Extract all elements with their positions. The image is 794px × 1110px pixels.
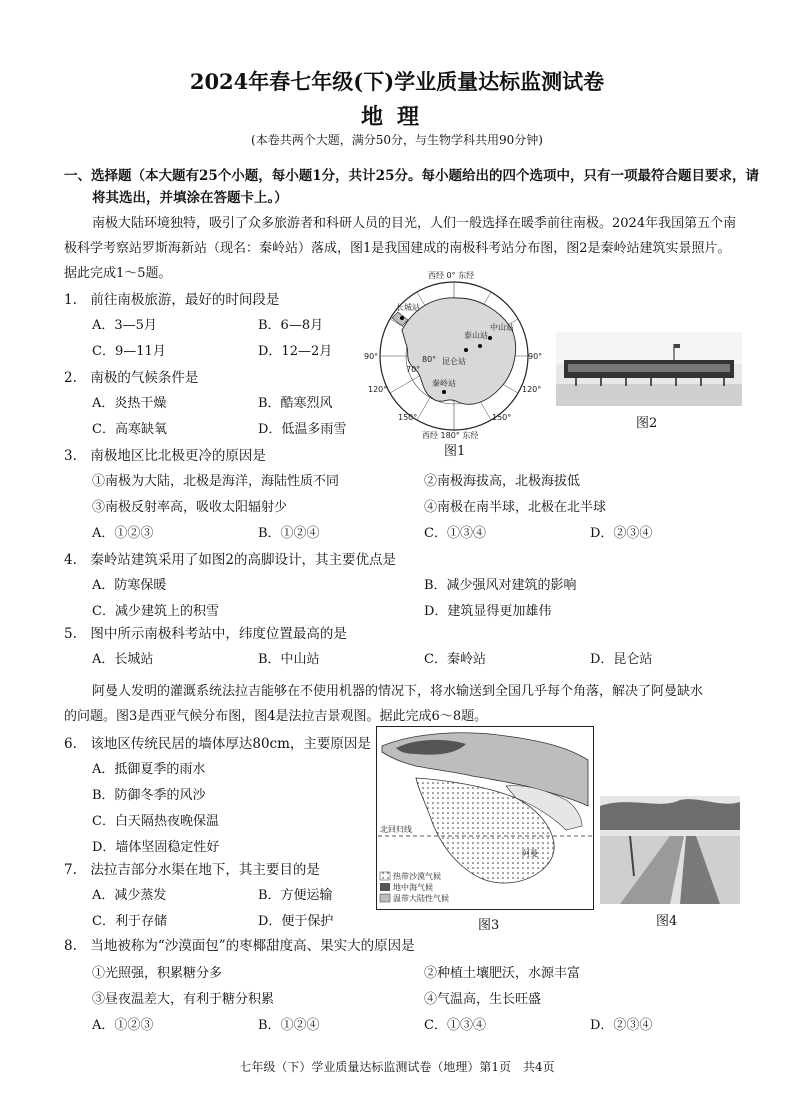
exam-note: (本卷共两个大题，满分50分，与生物学科共用90分钟) bbox=[251, 133, 543, 147]
passage2-line2: 的问题。图3是西亚气候分布图，图4是法拉吉景观图。据此完成6～8题。 bbox=[64, 709, 488, 724]
subject-title: 地理 bbox=[360, 104, 433, 130]
q2-stem: 2. 南极的气候条件是 bbox=[64, 370, 199, 386]
label-kunlun: 昆仑站 bbox=[442, 357, 466, 366]
section-heading-line1: 一、选择题（本大题有25个小题，每小题1分，共计25分。每小题给出的四个选项中，只有一项最符合题目要求，请 bbox=[64, 168, 759, 184]
q7-stem: 7. 法拉吉部分水渠在地下，其主要目的是 bbox=[64, 862, 320, 878]
label-changcheng: 长城站 bbox=[396, 303, 420, 312]
q8-option-a: A．①②③ bbox=[92, 1018, 154, 1033]
lon-120-east: 120° bbox=[522, 385, 542, 394]
q6-option-c: C．白天隔热夜晚保温 bbox=[92, 814, 219, 829]
legend-continental-label: 温带大陆性气候 bbox=[393, 894, 449, 903]
q7-option-c: C．利于存储 bbox=[92, 914, 167, 929]
falaj-photo bbox=[600, 796, 740, 904]
legend-mediterranean-label: 地中海气候 bbox=[393, 883, 433, 892]
lat-80: 80° bbox=[422, 355, 437, 364]
q8-statement-4: ④气温高，生长旺盛 bbox=[424, 992, 542, 1007]
q8-option-c: C．①③④ bbox=[424, 1018, 486, 1033]
q4-option-d: D．建筑显得更加雄伟 bbox=[424, 604, 552, 619]
lon-90-west: 90° bbox=[364, 352, 379, 361]
fig3-caption: 图3 bbox=[478, 918, 500, 933]
q5-option-c: C．秦岭站 bbox=[424, 652, 486, 667]
q2-option-c: C．高寒缺氧 bbox=[92, 422, 167, 437]
lon-150-west: 150° bbox=[398, 413, 418, 422]
oman-label: 阿曼 bbox=[522, 849, 538, 858]
q4-option-c: C．减少建筑上的积雪 bbox=[92, 604, 219, 619]
q1-option-c: C．9—11月 bbox=[92, 344, 166, 359]
q5-option-b: B．中山站 bbox=[258, 652, 320, 667]
q5-option-a: A．长城站 bbox=[92, 652, 154, 667]
map-bottom-label: 西经 180° 东经 bbox=[422, 431, 479, 440]
q6-option-d: D．墙体坚固稳定性好 bbox=[92, 840, 220, 855]
q3-option-b: B．①②④ bbox=[258, 526, 320, 541]
q3-option-a: A．①②③ bbox=[92, 526, 154, 541]
legend-mediterranean-swatch bbox=[380, 883, 390, 891]
q8-option-d: D．②③④ bbox=[590, 1018, 653, 1033]
q1-option-d: D．12—2月 bbox=[258, 344, 333, 359]
q2-option-d: D．低温多雨雪 bbox=[258, 422, 347, 437]
q8-stem: 8. 当地被称为“沙漠面包”的枣椰甜度高、果实大的原因是 bbox=[64, 938, 415, 954]
q2-option-a: A．炎热干燥 bbox=[92, 396, 167, 411]
passage2-line1: 阿曼人发明的灌溉系统法拉吉能够在不使用机器的情况下，将水输送到全国几乎每个角落，解决了阿曼缺水 bbox=[92, 684, 704, 699]
q7-option-a: A．减少蒸发 bbox=[92, 888, 167, 903]
legend-continental-swatch bbox=[380, 894, 390, 902]
q2-option-b: B．酷寒烈风 bbox=[258, 396, 333, 411]
q3-stem: 3. 南极地区比北极更冷的原因是 bbox=[64, 448, 266, 464]
q3-option-c: C．①③④ bbox=[424, 526, 486, 541]
q8-option-b: B．①②④ bbox=[258, 1018, 320, 1033]
west-asia-climate-map bbox=[376, 726, 594, 910]
lon-90-east: 90° bbox=[528, 352, 542, 361]
lat-70: 70° bbox=[406, 365, 421, 374]
passage1-line2: 极科学考察站罗斯海新站（现名：秦岭站）落成，图1是我国建成的南极科考站分布图，图2是秦岭站建筑实景照片。 bbox=[64, 241, 731, 256]
q8-statement-1: ①光照强，积累糖分多 bbox=[92, 966, 223, 981]
qinling-station-photo bbox=[556, 332, 742, 406]
map-top-label: 西经 0° 东经 bbox=[428, 271, 475, 280]
tropic-label: 北回归线 bbox=[380, 825, 412, 834]
q6-stem: 6. 该地区传统民居的墙体厚达80cm，主要原因是 bbox=[64, 736, 371, 752]
q4-option-b: B．减少强风对建筑的影响 bbox=[424, 578, 577, 593]
lon-120-west: 120° bbox=[368, 385, 388, 394]
q7-option-b: B．方便运输 bbox=[258, 888, 333, 903]
fig1-caption: 图1 bbox=[444, 444, 466, 459]
label-zhongshan: 中山站 bbox=[490, 323, 514, 332]
q7-option-d: D．便于保护 bbox=[258, 914, 334, 929]
q1-option-b: B．6—8月 bbox=[258, 318, 324, 333]
fig2-caption: 图2 bbox=[636, 416, 658, 431]
exam-title: 2024年春七年级(下)学业质量达标监测试卷 bbox=[189, 69, 605, 94]
section-heading-line2: 将其选出，并填涂在答题卡上。） bbox=[92, 190, 288, 206]
legend-desert-label: 热带沙漠气候 bbox=[393, 872, 441, 881]
passage1-line1: 南极大陆环境独特，吸引了众多旅游者和科研人员的目光，人们一般选择在暖季前往南极。2024年我国第五个南 bbox=[92, 216, 737, 231]
q1-stem: 1. 前往南极旅游，最好的时间段是 bbox=[64, 292, 280, 308]
q5-option-d: D．昆仑站 bbox=[590, 652, 653, 667]
q6-option-a: A．抵御夏季的雨水 bbox=[92, 762, 206, 777]
q4-stem: 4. 秦岭站建筑采用了如图2的高脚设计，其主要优点是 bbox=[64, 552, 396, 568]
page-footer: 七年级（下）学业质量达标监测试卷（地理）第1页 共4页 bbox=[239, 1060, 555, 1074]
fig4-caption: 图4 bbox=[656, 914, 678, 929]
q8-statement-2: ②种植土壤肥沃，水源丰富 bbox=[424, 966, 581, 981]
q3-option-d: D．②③④ bbox=[590, 526, 653, 541]
q5-stem: 5. 图中所示南极科考站中，纬度位置最高的是 bbox=[64, 626, 347, 642]
label-qinling: 秦岭站 bbox=[432, 379, 456, 388]
q3-statement-4: ④南极在南半球，北极在北半球 bbox=[424, 500, 607, 515]
q3-statement-2: ②南极海拔高，北极海拔低 bbox=[424, 474, 581, 489]
q4-option-a: A．防寒保暖 bbox=[92, 578, 167, 593]
q3-statement-3: ③南极反射率高，吸收太阳辐射少 bbox=[92, 500, 288, 515]
antarctica-map-figure bbox=[362, 268, 542, 440]
lon-150-east: 150° bbox=[492, 413, 512, 422]
label-taishan: 泰山站 bbox=[464, 331, 488, 340]
legend-desert-swatch bbox=[380, 872, 390, 880]
q1-option-a: A．3—5月 bbox=[92, 318, 157, 333]
passage1-line3: 据此完成1～5题。 bbox=[64, 266, 172, 281]
q6-option-b: B．防御冬季的风沙 bbox=[92, 788, 206, 803]
q3-statement-1: ①南极为大陆，北极是海洋，海陆性质不同 bbox=[92, 474, 340, 489]
q8-statement-3: ③昼夜温差大，有利于糖分积累 bbox=[92, 992, 275, 1007]
